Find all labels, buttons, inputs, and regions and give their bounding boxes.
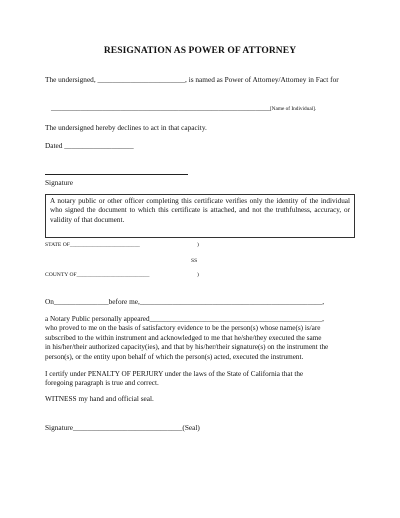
attorney-prefix: The undersigned, — [45, 75, 98, 84]
perjury-para-line: I certify under PENALTY OF PERJURY under the laws of the State of California that the — [45, 370, 304, 378]
document-title: RESIGNATION AS POWER OF ATTORNEY — [103, 46, 297, 56]
final-signature-label: Signature — [45, 423, 73, 432]
on-before-me-line — [45, 297, 324, 306]
notary-acknowledgment-paragraph — [45, 315, 354, 362]
notary-para-line: person(s), or the entity upon behalf of which the person(s) acted, executed the instrument. — [45, 352, 304, 361]
notary-para-line: in his/her/their authorized capacity(ies), and that by his/her/their signature(s) on the instrument the — [45, 343, 329, 352]
notary-para-line: a Notary Public personally appeared________________________________________________, — [45, 315, 324, 323]
state-paren: ) — [197, 242, 199, 248]
on-label: On — [45, 297, 54, 306]
on-line-comma: , — [322, 297, 325, 306]
individual-name-label: [Name of Individual]. — [269, 106, 317, 112]
ss-label: SS — [191, 258, 198, 264]
notary-notice-text: A notary public or other officer completing this certificate verifies only the identity of the individual who signed the document to which this certificate is attached, and not the truthfulness, accuracy, or validity of that document. — [50, 197, 350, 224]
attorney-named-line — [45, 75, 339, 84]
perjury-paragraph — [45, 370, 354, 389]
state-blank[interactable]: _________________________ — [69, 242, 140, 248]
undersigned-name-blank[interactable]: ________________________ — [97, 75, 186, 84]
dated-line — [45, 141, 134, 150]
dated-label: Dated — [45, 141, 63, 150]
officer-name-blank[interactable]: __________________________________________________ — [139, 297, 323, 306]
individual-name-blank[interactable]: ____________________________________________________________ — [51, 103, 270, 112]
declines-statement: The undersigned hereby declines to act in that capacity. — [45, 123, 207, 132]
signature-line[interactable] — [45, 174, 188, 175]
state-line — [45, 242, 140, 248]
notary-para-line: subscribed to the within instrument and acknowledged to me that he/she/they executed the same — [45, 333, 322, 342]
dated-blank[interactable]: ___________________ — [64, 141, 134, 150]
individual-name-line — [51, 103, 316, 114]
seal-label: (Seal) — [182, 423, 200, 432]
perjury-para-line: foregoing paragraph is true and correct. — [45, 379, 159, 388]
notary-notice-box — [45, 194, 355, 238]
final-signature-line — [45, 423, 200, 432]
county-blank[interactable]: __________________________ — [76, 272, 150, 278]
witness-statement: WITNESS my hand and official seal. — [45, 394, 154, 403]
attorney-suffix: , is named as Power of Attorney/Attorney in Fact for — [185, 75, 339, 84]
notary-para-line: who proved to me on the basis of satisfactory evidence to be the person(s) whose name(s) is/are — [45, 324, 321, 333]
county-line — [45, 272, 149, 278]
final-signature-blank[interactable]: ______________________________ — [72, 423, 183, 432]
signature-label: Signature — [45, 178, 73, 187]
county-label: COUNTY OF — [45, 272, 77, 278]
county-paren: ) — [197, 272, 199, 278]
state-label: STATE OF — [45, 242, 70, 248]
before-me-label: before me, — [108, 297, 140, 306]
date-blank[interactable]: _______________ — [53, 297, 109, 306]
